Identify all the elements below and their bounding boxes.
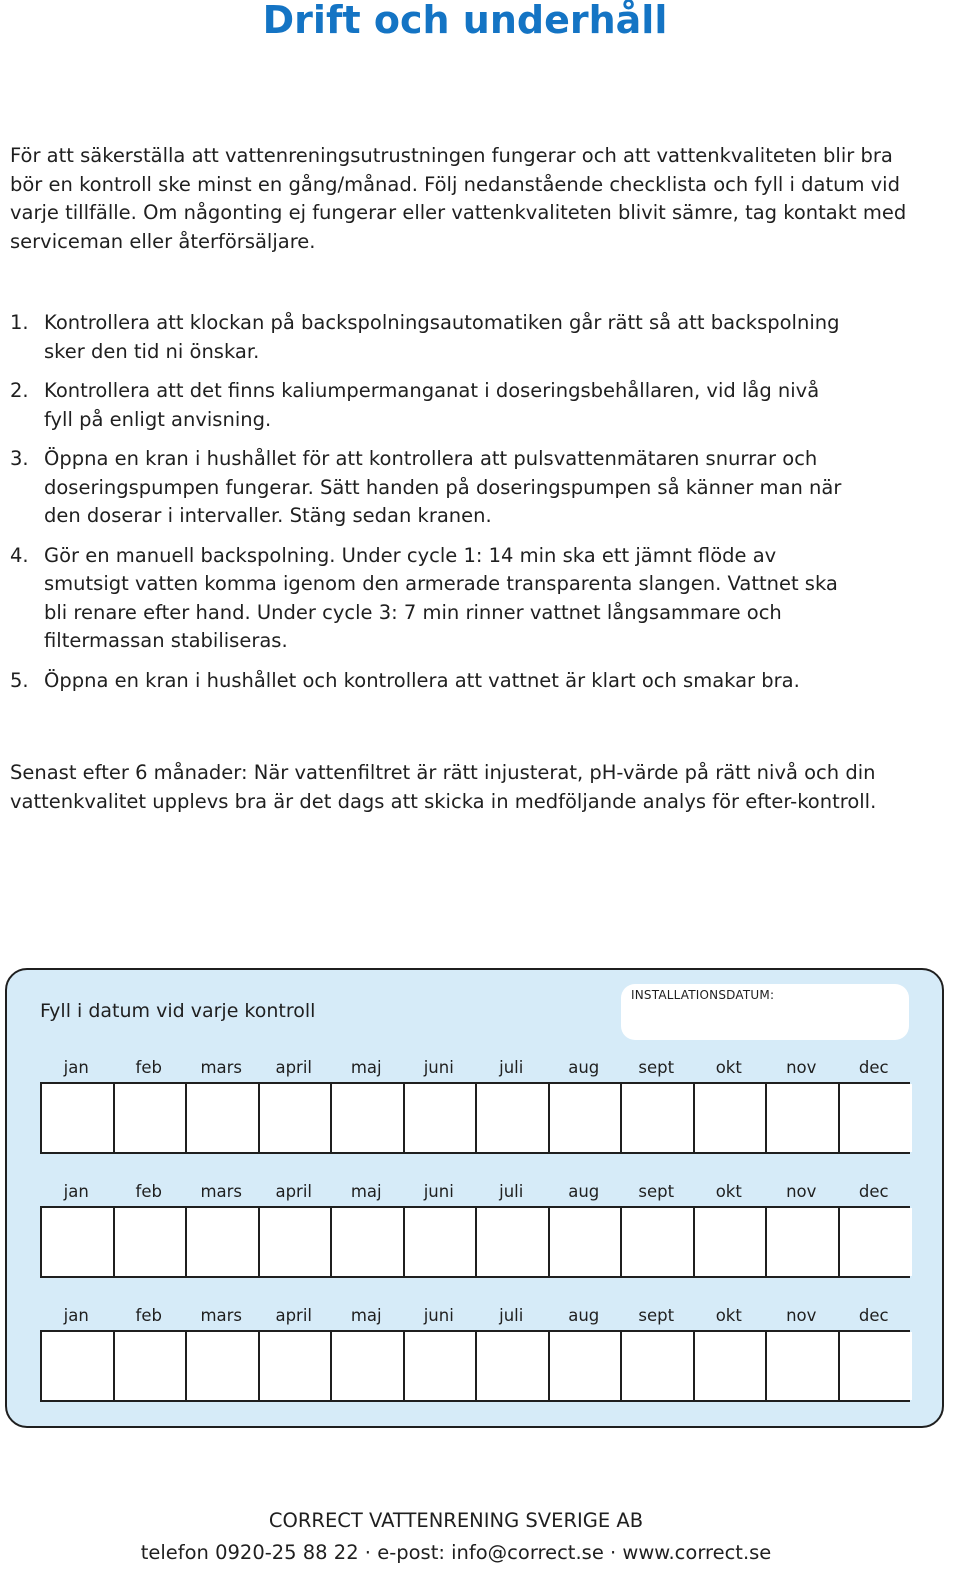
installation-date-field[interactable] (621, 984, 909, 1040)
date-cell[interactable] (260, 1084, 333, 1152)
month-label: juli (499, 1182, 524, 1201)
month-label: aug (568, 1306, 600, 1325)
checklist-item-number: 2. (10, 379, 29, 402)
date-cell[interactable] (42, 1208, 115, 1276)
month-label: juli (499, 1306, 524, 1325)
checklist-item-number: 5. (10, 668, 29, 692)
month-label: nov (786, 1306, 817, 1325)
date-cell[interactable] (332, 1332, 405, 1400)
date-cell[interactable] (405, 1084, 478, 1152)
month-label: april (275, 1306, 313, 1325)
date-cell[interactable] (187, 1208, 260, 1276)
date-cell[interactable] (695, 1084, 768, 1152)
month-row (40, 1302, 910, 1402)
month-label: sept (638, 1306, 675, 1325)
date-cell[interactable] (332, 1084, 405, 1152)
date-cell[interactable] (767, 1084, 840, 1152)
date-cell[interactable] (115, 1332, 188, 1400)
month-label: jan (63, 1058, 89, 1077)
date-cell[interactable] (840, 1084, 913, 1152)
date-cell[interactable] (187, 1332, 260, 1400)
month-label: nov (786, 1058, 817, 1077)
date-cell[interactable] (260, 1208, 333, 1276)
month-label: jan (63, 1182, 89, 1201)
month-label: juni (423, 1182, 454, 1201)
month-label: mars (200, 1058, 243, 1077)
date-cell[interactable] (260, 1332, 333, 1400)
date-cell[interactable] (550, 1332, 623, 1400)
date-cell[interactable] (767, 1208, 840, 1276)
checklist-item (10, 309, 930, 366)
month-label: mars (200, 1306, 243, 1325)
checklist-item (10, 377, 930, 434)
month-label: feb (135, 1182, 162, 1201)
checklist-item-text: Öppna en kran i hushållet för att kontrollera att pulsvattenmätaren snurrar och doseringspumpen fungerar. Sätt handen på doseringspumpen så känner man när den doserar i intervaller. Stäng sedan kranen. (44, 447, 842, 527)
date-cell[interactable] (405, 1208, 478, 1276)
month-labels (40, 1302, 910, 1330)
month-label: okt (715, 1182, 742, 1201)
date-cell[interactable] (477, 1332, 550, 1400)
checklist-item-number: 3. (10, 447, 29, 470)
month-labels (40, 1054, 910, 1082)
date-cell[interactable] (332, 1208, 405, 1276)
month-label: maj (350, 1306, 382, 1325)
date-cell[interactable] (550, 1208, 623, 1276)
date-cell[interactable] (622, 1332, 695, 1400)
date-cell[interactable] (767, 1332, 840, 1400)
month-label: nov (786, 1182, 817, 1201)
checklist-item-number: 1. (10, 311, 29, 334)
month-label: juli (499, 1058, 524, 1077)
date-cell[interactable] (695, 1208, 768, 1276)
checklist-item (10, 667, 930, 696)
checklist-item-text: Kontrollera att klockan på backspolningsautomatiken går rätt så att backspolning sker den tid ni önskar. (44, 311, 840, 363)
date-cell[interactable] (115, 1208, 188, 1276)
date-cells (40, 1206, 910, 1278)
date-cells (40, 1330, 910, 1402)
footer-contact: telefon 0920-25 88 22 · e-post: info@correct.se · www.correct.se (140, 1541, 772, 1564)
month-row (40, 1054, 910, 1154)
month-label: aug (568, 1058, 600, 1077)
month-label: okt (715, 1306, 742, 1325)
date-cell[interactable] (695, 1332, 768, 1400)
date-cell[interactable] (622, 1084, 695, 1152)
date-cell[interactable] (187, 1084, 260, 1152)
month-label: maj (350, 1058, 382, 1077)
month-label: dec (858, 1058, 889, 1077)
month-label: jan (63, 1306, 89, 1325)
date-log-form (5, 968, 944, 1428)
month-label: juni (423, 1306, 454, 1325)
month-label: feb (135, 1306, 162, 1325)
follow-up-paragraph: Senast efter 6 månader: När vattenfiltret är rätt injusterat, pH-värde på rätt nivå och din vattenkvalitet upplevs bra är det dags att skicka in medföljande analys för efter-kontroll. (10, 761, 877, 813)
checklist-item-text: Kontrollera att det finns kaliumpermanganat i doseringsbehållaren, vid låg nivå fyll på enligt anvisning. (44, 379, 820, 431)
month-label: sept (638, 1058, 675, 1077)
date-cell[interactable] (840, 1208, 913, 1276)
date-cell[interactable] (622, 1208, 695, 1276)
checklist-item (10, 445, 930, 531)
month-label: okt (715, 1058, 742, 1077)
date-cells (40, 1082, 910, 1154)
date-cell[interactable] (840, 1332, 913, 1400)
month-label: mars (200, 1182, 243, 1201)
month-label: sept (638, 1182, 675, 1201)
month-label: april (275, 1058, 313, 1077)
checklist-item-text: Öppna en kran i hushållet och kontrollera att vattnet är klart och smakar bra. (44, 668, 800, 692)
month-label: dec (858, 1306, 889, 1325)
date-cell[interactable] (115, 1084, 188, 1152)
date-cell[interactable] (550, 1084, 623, 1152)
checklist-item-text: Gör en manuell backspolning. Under cycle 1: 14 min ska ett jämnt flöde av smutsigt vatten komma igenom den armerade transparenta slangen. Vattnet ska bli renare efter hand. Under cycle 3: 7 min rinner vattnet långsammare och filtermassan stabiliseras. (44, 543, 838, 652)
checklist (10, 309, 930, 706)
date-cell[interactable] (405, 1332, 478, 1400)
checklist-item-number: 4. (10, 543, 29, 567)
month-label: april (275, 1182, 313, 1201)
form-label: Fyll i datum vid varje kontroll (40, 1000, 316, 1022)
installation-date-label: INSTALLATIONSDATUM: (631, 988, 775, 1002)
month-label: aug (568, 1182, 600, 1201)
date-cell[interactable] (42, 1332, 115, 1400)
checklist-item (10, 542, 930, 656)
month-label: dec (858, 1182, 889, 1201)
month-label: feb (135, 1058, 162, 1077)
date-cell[interactable] (42, 1084, 115, 1152)
month-label: maj (350, 1182, 382, 1201)
month-row (40, 1178, 910, 1278)
month-labels (40, 1178, 910, 1206)
month-label: juni (423, 1058, 454, 1077)
page-title: Drift och underhåll (262, 0, 668, 42)
date-cell[interactable] (477, 1208, 550, 1276)
intro-paragraph: För att säkerställa att vattenreningsutrustningen fungerar och att vattenkvaliteten blir bra bör en kontroll ske minst en gång/månad. Följ nedanstående checklista och fyll i datum vid varje tillfälle. Om någonting ej fungerar eller vattenkvaliteten blivit sämre, tag kontakt med serviceman eller återförsäljare. (10, 144, 907, 253)
footer-company: CORRECT VATTENRENING SVERIGE AB (268, 1509, 644, 1532)
date-cell[interactable] (477, 1084, 550, 1152)
